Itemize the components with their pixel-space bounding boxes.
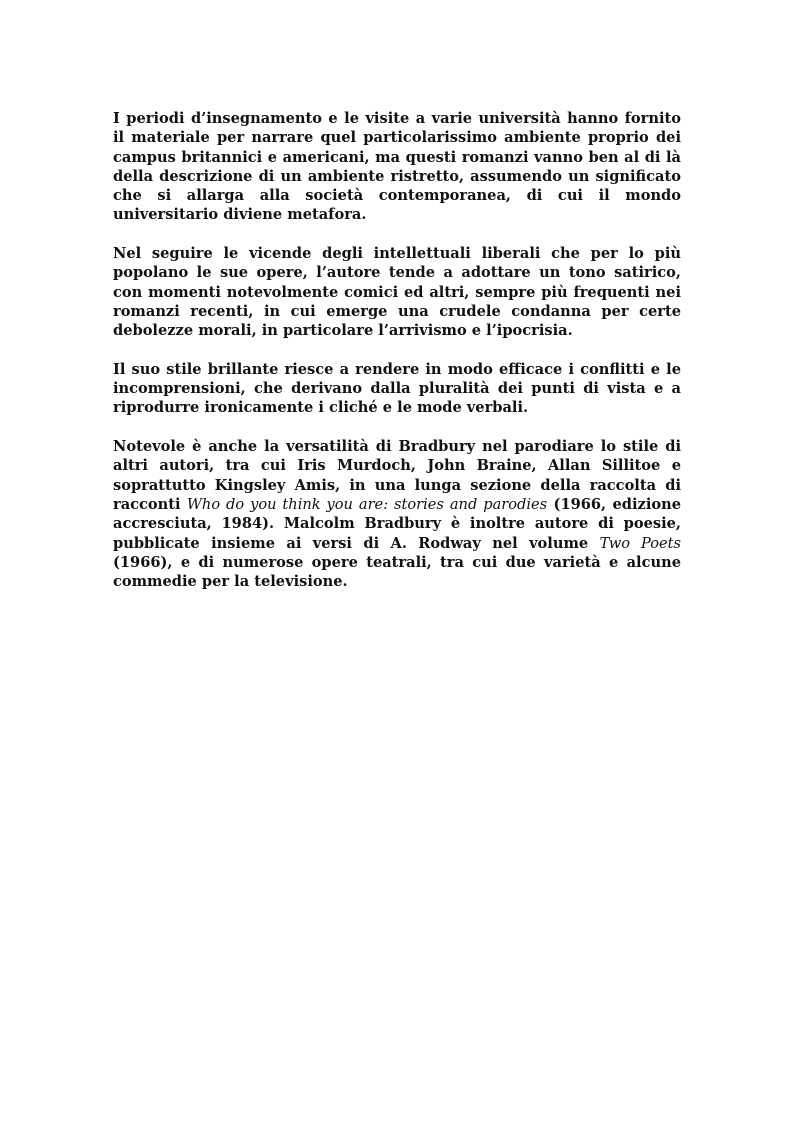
book-title-two-poets: Two Poets (599, 534, 682, 552)
paragraph-4 (113, 437, 681, 591)
paragraph-text: Nel seguire le vicende degli intellettuali liberali che per lo più popolano le sue opere, l’autore tende a adottare un tono satirico, con momenti notevolmente comici ed altri, sempre più frequenti nei romanzi recenti, in cui emerge una crudele condanna per certe debolezze morali, in particolare l’arrivismo e l’ipocrisia. (113, 245, 681, 340)
paragraph-text: (1966, edizione accresciuta, 1984). Malcolm Bradbury è inoltre autore di poesie, pubblicate insieme ai versi di A. Rodway nel volume (113, 495, 681, 552)
paragraph-text: Il suo stile brillante riesce a rendere in modo efficace i conflitti e le incomprensioni, che derivano dalla pluralità dei punti di vista e a riprodurre ironicamente i cliché e le mode verbali. (113, 360, 681, 417)
paragraph-text: I periodi d’insegnamento e le visite a varie università hanno fornito il materiale per narrare quel particolarissimo ambiente proprio dei campus britannici e americani, ma questi romanzi vanno ben al di là della descrizione di un ambiente ristretto, assumendo un significato che si allarga alla società contemporanea, di cui il mondo universitario diviene metafora. (113, 110, 681, 224)
paragraph-text: Notevole è anche la versatilità di Bradbury nel parodiare lo stile di altri autori, tra cui Iris Murdoch, John Braine, Allan Sillitoe e soprattutto Kingsley Amis, in una lunga sezione della raccolta di racconti (113, 438, 681, 513)
book-title-who-do-you-think: Who do you think you are: stories and parodies (186, 495, 548, 513)
paragraph-3 (113, 360, 681, 418)
paragraph-2 (113, 244, 681, 340)
paragraph-1 (113, 109, 681, 225)
paragraph-text: (1966), e di numerose opere teatrali, tra cui due varietà e alcune commedie per la televisione. (113, 553, 681, 591)
document-body (113, 109, 681, 611)
